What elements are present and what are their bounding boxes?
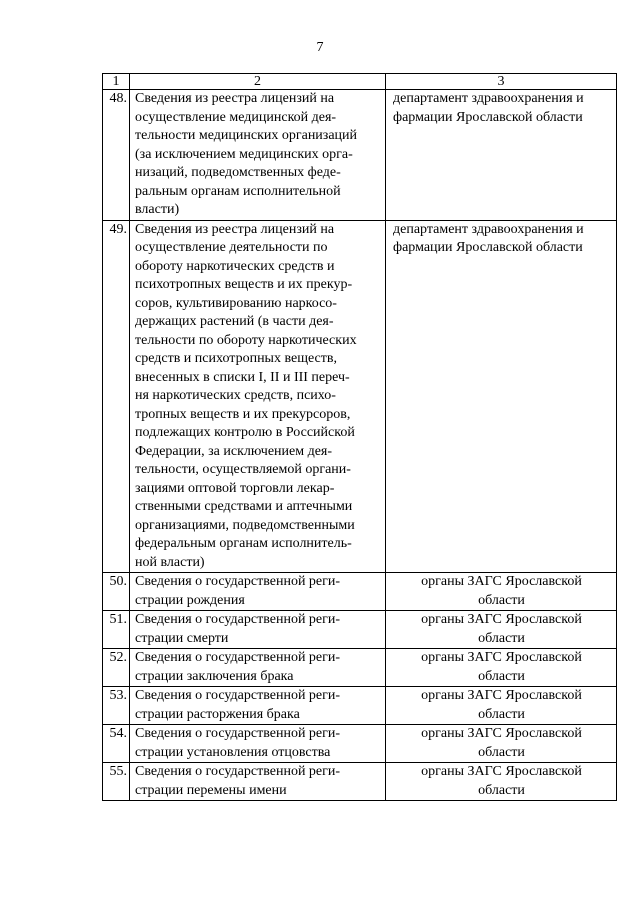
row-owner: органы ЗАГС Ярославской области [386,763,617,801]
row-number: 55. [103,763,130,801]
table-row [103,725,617,763]
table-row [103,611,617,649]
table-row [103,763,617,801]
table-row [103,220,617,573]
table-row [103,649,617,687]
row-owner: органы ЗАГС Ярославской области [386,611,617,649]
row-description: Сведения из реестра лицензий на осуществление деятельности по обороту наркотических средств и психотропных веществ и их прекур- соров, культивированию наркосо- держащих растений (в части дея- тельности по обороту наркотических средств и психотропных веществ, внесенных в списки I, II и III переч- ня наркотических средств, психо- тропных веществ и их прекурсоров, подлежащих контролю в Российской Федерации, за исключением дея- тельности, осуществляемой органи- зациями оптовой торговли лекар- ственными средствами и аптечными организациями, подведомственными федеральным органам исполнитель- ной власти) [130,220,386,573]
row-description: Сведения о государственной реги- страции установления отцовства [130,725,386,763]
row-owner: департамент здравоохранения и фармации Ярославской области [386,220,617,573]
column-header: 1 [103,74,130,90]
row-number: 51. [103,611,130,649]
page-number: 7 [316,40,324,55]
table-row [103,687,617,725]
table-header-row [103,74,617,90]
row-number: 54. [103,725,130,763]
table-row [103,573,617,611]
row-owner: департамент здравоохранения и фармации Ярославской области [386,90,617,221]
row-description: Сведения из реестра лицензий на осуществление медицинской дея- тельности медицинских организаций (за исключением медицинских орга- низаций, подведомственных феде- ральным органам исполнительной власти) [130,90,386,221]
row-number: 49. [103,220,130,573]
row-number: 52. [103,649,130,687]
column-header: 3 [386,74,617,90]
table-row [103,90,617,221]
registry-table [102,73,617,801]
row-number: 48. [103,90,130,221]
row-number: 53. [103,687,130,725]
row-description: Сведения о государственной реги- страции рождения [130,573,386,611]
column-header: 2 [130,74,386,90]
row-owner: органы ЗАГС Ярославской области [386,725,617,763]
row-description: Сведения о государственной реги- страции смерти [130,611,386,649]
row-description: Сведения о государственной реги- страции расторжения брака [130,687,386,725]
row-number: 50. [103,573,130,611]
row-owner: органы ЗАГС Ярославской области [386,687,617,725]
row-owner: органы ЗАГС Ярославской области [386,573,617,611]
row-owner: органы ЗАГС Ярославской области [386,649,617,687]
row-description: Сведения о государственной реги- страции заключения брака [130,649,386,687]
row-description: Сведения о государственной реги- страции перемены имени [130,763,386,801]
